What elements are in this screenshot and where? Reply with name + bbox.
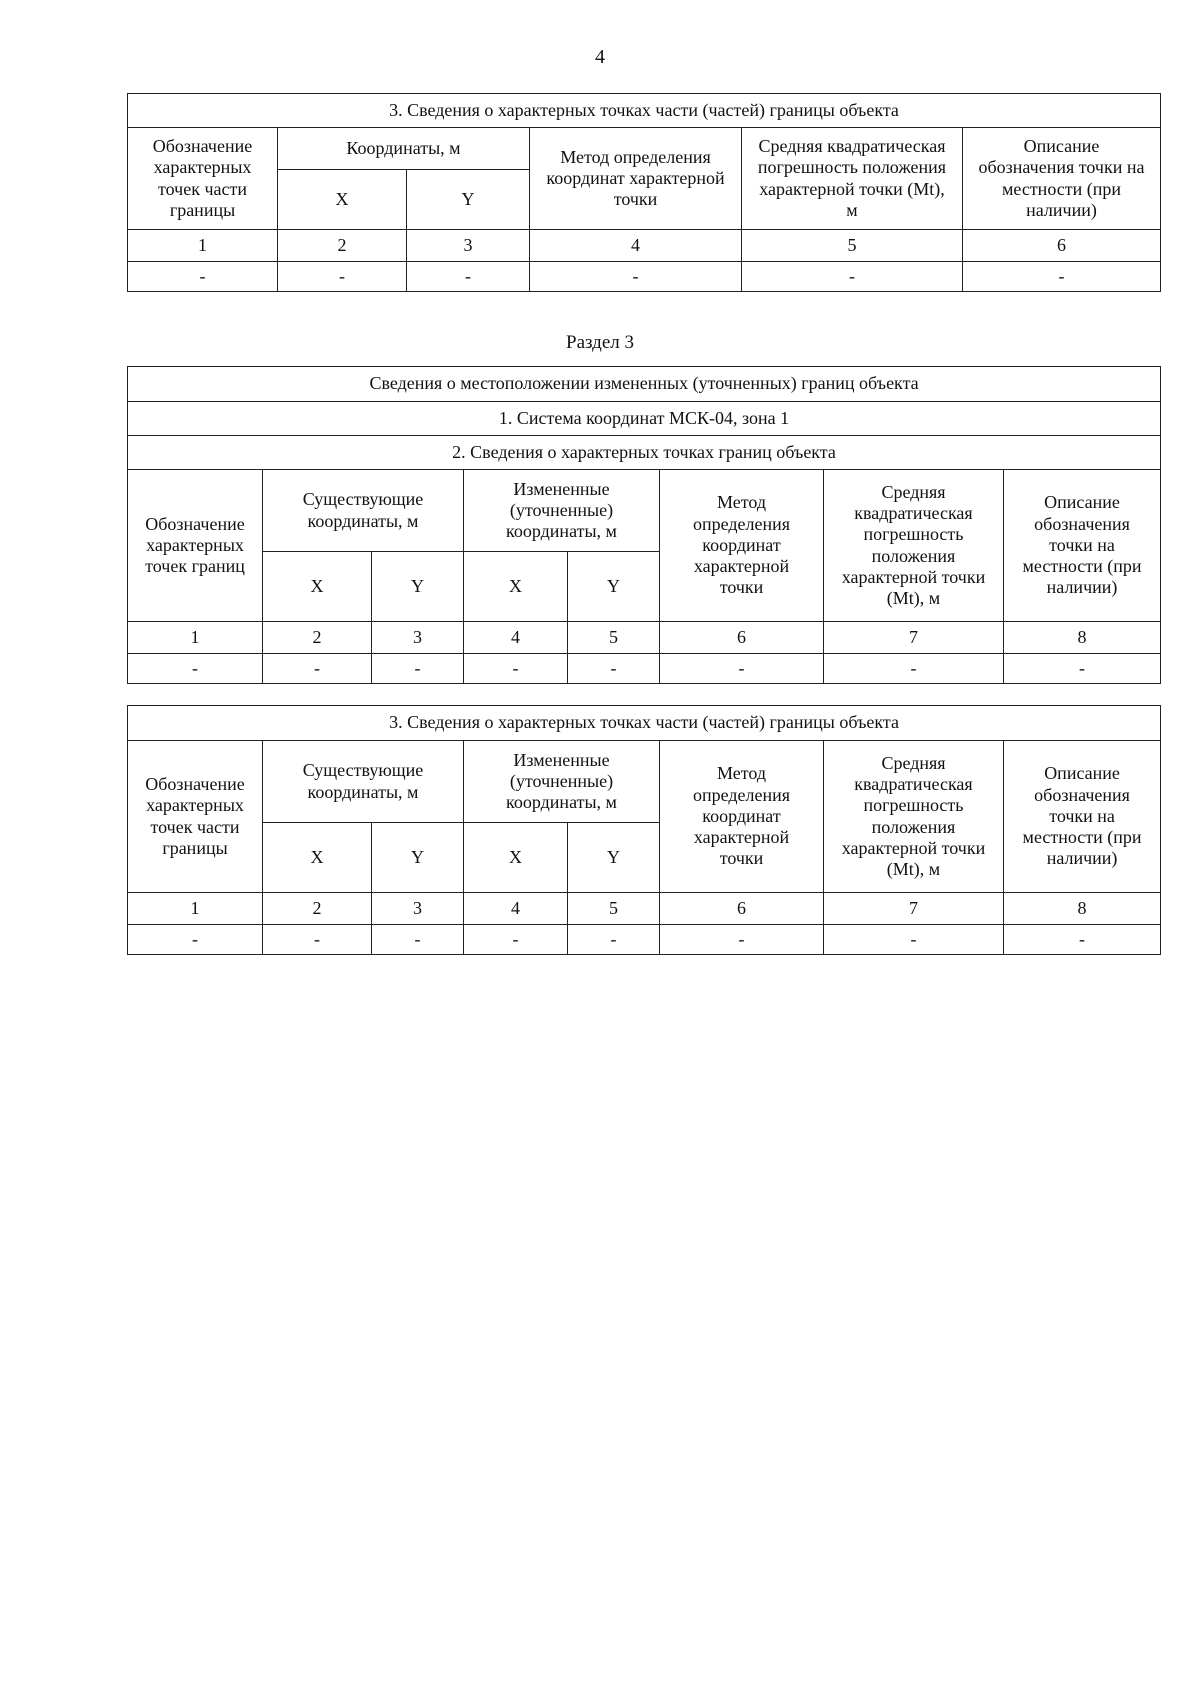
column-number: 1 [128, 622, 263, 654]
table-cell: - [660, 654, 824, 684]
column-header-designation: Обозначение характерных точек границ [128, 470, 263, 622]
column-number: 3 [372, 893, 464, 925]
column-number: 8 [1004, 622, 1161, 654]
column-header-y: Y [568, 823, 660, 893]
table-cell: - [128, 262, 278, 292]
column-number: 1 [128, 230, 278, 262]
column-header-x: X [464, 823, 568, 893]
table-cell: - [278, 262, 407, 292]
coordinate-system: 1. Система координат МСК-04, зона 1 [128, 402, 1161, 436]
column-header-description: Описание обозначения точки на местности (при наличии) [1004, 741, 1161, 893]
column-header-existing-coordinates: Существующие координаты, м [263, 741, 464, 823]
column-number: 2 [263, 622, 372, 654]
table-cell: - [963, 262, 1161, 292]
column-number-row [128, 893, 1161, 925]
table-cell: - [530, 262, 742, 292]
table-title: 3. Сведения о характерных точках части (частей) границы объекта [128, 706, 1161, 741]
column-number: 7 [824, 622, 1004, 654]
section-heading: Раздел 3 [566, 332, 634, 353]
column-header-method: Метод определения координат характерной точки [660, 470, 824, 622]
page-number: 4 [595, 46, 605, 68]
table-cell: - [568, 654, 660, 684]
column-number: 4 [530, 230, 742, 262]
table-cell: - [824, 654, 1004, 684]
table-cell: - [742, 262, 963, 292]
table-row [128, 654, 1161, 684]
column-header-method: Метод определения координат характерной точки [660, 741, 824, 893]
table-row [128, 925, 1161, 955]
column-header-error: Средняя квадратическая погрешность положения характерной точки (Mt), м [742, 128, 963, 230]
table-changed-boundaries [127, 366, 1161, 684]
table-cell: - [1004, 925, 1161, 955]
table-cell: - [372, 654, 464, 684]
column-header-y: Y [568, 552, 660, 622]
table-cell: - [824, 925, 1004, 955]
column-header-error: Средняя квадратическая погрешность положения характерной точки (Mt), м [824, 741, 1004, 893]
column-number: 3 [407, 230, 530, 262]
column-header-x: X [263, 552, 372, 622]
table-part-boundary-points-changed [127, 705, 1161, 955]
table-cell: - [1004, 654, 1161, 684]
column-header-y: Y [407, 170, 530, 230]
column-header-method: Метод определения координат характерной точки [530, 128, 742, 230]
column-number: 4 [464, 622, 568, 654]
column-header-designation: Обозначение характерных точек части границы [128, 128, 278, 230]
column-header-x: X [464, 552, 568, 622]
column-number-row [128, 622, 1161, 654]
column-header-existing-coordinates: Существующие координаты, м [263, 470, 464, 552]
column-header-y: Y [372, 552, 464, 622]
column-number: 6 [963, 230, 1161, 262]
table-row [128, 262, 1161, 292]
column-header-changed-coordinates: Измененные (уточненные) координаты, м [464, 741, 660, 823]
column-number: 5 [568, 622, 660, 654]
column-number-row [128, 230, 1161, 262]
column-header-y: Y [372, 823, 464, 893]
column-number: 5 [742, 230, 963, 262]
table-subtitle: 2. Сведения о характерных точках границ объекта [128, 436, 1161, 470]
column-header-description: Описание обозначения точки на местности (при наличии) [1004, 470, 1161, 622]
table-cell: - [568, 925, 660, 955]
column-number: 5 [568, 893, 660, 925]
column-header-designation: Обозначение характерных точек части границы [128, 741, 263, 893]
column-header-x: X [263, 823, 372, 893]
column-header-changed-coordinates: Измененные (уточненные) координаты, м [464, 470, 660, 552]
column-number: 2 [263, 893, 372, 925]
table-cell: - [263, 654, 372, 684]
column-header-error: Средняя квадратическая погрешность положения характерной точки (Mt), м [824, 470, 1004, 622]
column-header-coordinates: Координаты, м [278, 128, 530, 170]
column-number: 6 [660, 622, 824, 654]
column-number: 8 [1004, 893, 1161, 925]
table-title: Сведения о местоположении измененных (уточненных) границ объекта [128, 367, 1161, 402]
column-number: 1 [128, 893, 263, 925]
table-cell: - [128, 654, 263, 684]
column-header-description: Описание обозначения точки на местности (при наличии) [963, 128, 1161, 230]
table-cell: - [660, 925, 824, 955]
column-header-x: X [278, 170, 407, 230]
column-number: 2 [278, 230, 407, 262]
table-cell: - [407, 262, 530, 292]
column-number: 3 [372, 622, 464, 654]
column-number: 4 [464, 893, 568, 925]
table-title: 3. Сведения о характерных точках части (частей) границы объекта [128, 94, 1161, 128]
table-part-boundary-points [127, 93, 1161, 292]
table-cell: - [372, 925, 464, 955]
column-number: 7 [824, 893, 1004, 925]
column-number: 6 [660, 893, 824, 925]
table-cell: - [128, 925, 263, 955]
table-cell: - [464, 925, 568, 955]
table-cell: - [464, 654, 568, 684]
table-cell: - [263, 925, 372, 955]
